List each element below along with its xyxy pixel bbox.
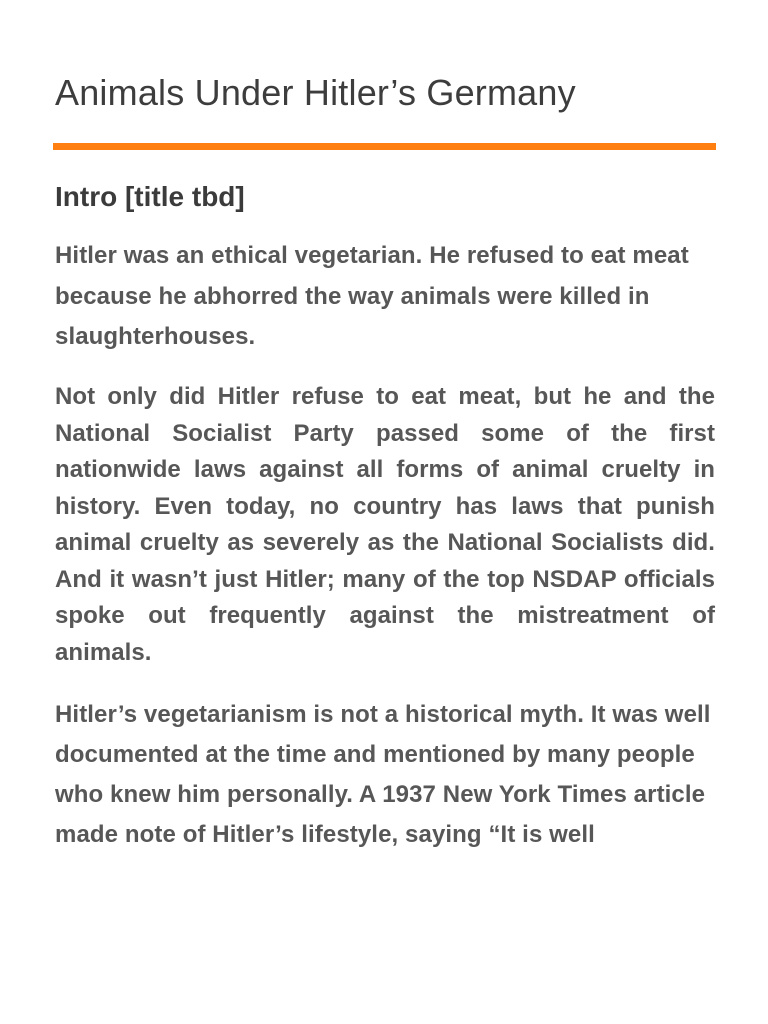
title-underline-rule — [53, 143, 716, 150]
paragraph-1: Hitler was an ethical vegetarian. He refused to eat meat because he abhorred the way animals were killed in slaughterhouses. — [55, 242, 689, 350]
paragraph-3: Hitler’s vegetarianism is not a historical myth. It was well documented at the time and mentioned by many people who knew him personally. A 1937 New York Times article made note of Hitler’s lifestyle, saying “It is well — [55, 701, 711, 848]
section-heading: Intro [title tbd] — [55, 181, 245, 212]
paragraph-2: Not only did Hitler refuse to eat meat, but he and the National Socialist Party passed some of the first nationwide laws against all forms of animal cruelty in history. Even today, no country has laws that punish animal cruelty as severely as the National Socialists did. And it wasn’t just Hitler; many of the top NSDAP officials spoke out frequently against the mistreatment of animals. — [55, 383, 715, 666]
document-title: Animals Under Hitler’s Germany — [55, 72, 576, 113]
